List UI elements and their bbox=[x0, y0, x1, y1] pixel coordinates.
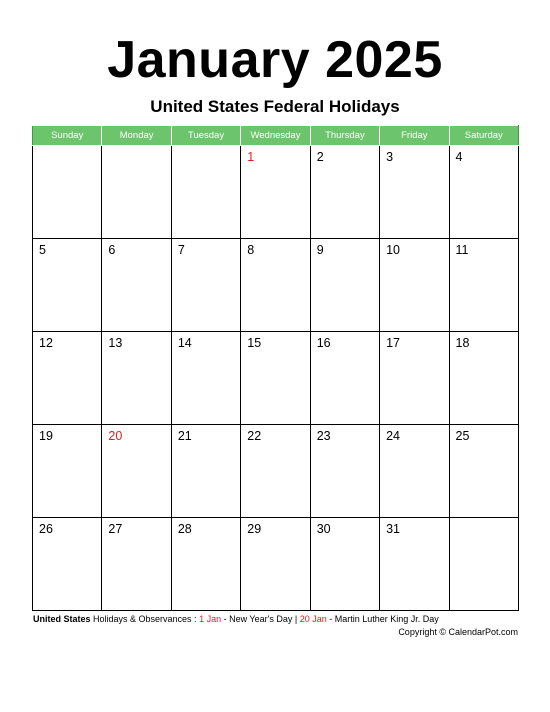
day-number: 23 bbox=[316, 429, 331, 443]
day-cell bbox=[241, 518, 310, 611]
day-cell bbox=[241, 239, 310, 332]
day-number: 3 bbox=[386, 150, 394, 164]
week-row bbox=[33, 332, 519, 425]
day-cell bbox=[380, 146, 449, 239]
weekday-header: Sunday bbox=[33, 126, 102, 146]
weekday-header: Saturday bbox=[449, 126, 518, 146]
day-cell bbox=[310, 146, 379, 239]
legend-holiday-name: - New Year's Day bbox=[221, 614, 293, 624]
day-number: 6 bbox=[108, 243, 116, 257]
day-cell bbox=[102, 332, 171, 425]
week-row bbox=[33, 239, 519, 332]
day-number: 20 bbox=[108, 429, 123, 443]
day-number bbox=[102, 146, 170, 150]
day-number: 11 bbox=[455, 243, 469, 257]
day-cell bbox=[449, 146, 518, 239]
page-subtitle: United States Federal Holidays bbox=[150, 97, 400, 116]
day-number: 7 bbox=[177, 243, 185, 257]
calendar-grid bbox=[32, 125, 519, 611]
day-cell bbox=[171, 239, 240, 332]
day-cell bbox=[171, 332, 240, 425]
day-number: 28 bbox=[177, 522, 192, 536]
day-cell bbox=[33, 425, 102, 518]
day-number: 18 bbox=[455, 336, 470, 350]
weekday-header: Monday bbox=[102, 126, 171, 146]
day-cell bbox=[33, 518, 102, 611]
holiday-legend bbox=[33, 614, 439, 625]
weekday-header: Wednesday bbox=[241, 126, 310, 146]
day-cell bbox=[380, 425, 449, 518]
day-cell bbox=[380, 239, 449, 332]
day-cell bbox=[102, 518, 171, 611]
week-row bbox=[33, 425, 519, 518]
page-title: January 2025 bbox=[107, 31, 443, 89]
weekday-header-row bbox=[33, 126, 519, 146]
legend-label: Holidays & Observances : bbox=[90, 614, 200, 624]
day-number: 19 bbox=[39, 429, 53, 443]
day-number bbox=[450, 518, 518, 522]
day-number: 16 bbox=[316, 336, 331, 350]
day-number: 5 bbox=[39, 243, 46, 257]
day-number: 8 bbox=[247, 243, 255, 257]
week-row bbox=[33, 518, 519, 611]
day-number: 22 bbox=[247, 429, 262, 443]
day-number: 29 bbox=[247, 522, 262, 536]
day-number: 14 bbox=[177, 336, 192, 350]
day-cell bbox=[449, 239, 518, 332]
day-cell bbox=[241, 146, 310, 239]
day-number: 24 bbox=[386, 429, 401, 443]
day-number: 26 bbox=[39, 522, 53, 536]
legend-country: United States bbox=[33, 614, 91, 624]
day-cell bbox=[171, 518, 240, 611]
weekday-header: Friday bbox=[380, 126, 449, 146]
day-cell bbox=[33, 332, 102, 425]
legend-holiday-name: - Martin Luther King Jr. Day bbox=[326, 614, 439, 624]
day-number: 21 bbox=[177, 429, 192, 443]
weekday-header: Tuesday bbox=[171, 126, 240, 146]
day-number: 25 bbox=[455, 429, 470, 443]
day-cell bbox=[241, 425, 310, 518]
day-number: 13 bbox=[108, 336, 123, 350]
day-cell bbox=[380, 332, 449, 425]
day-cell bbox=[171, 425, 240, 518]
day-number: 30 bbox=[316, 522, 331, 536]
day-number: 2 bbox=[316, 150, 324, 164]
copyright-notice: Copyright © CalendarPot.com bbox=[398, 627, 518, 637]
week-row bbox=[33, 146, 519, 239]
day-number: 10 bbox=[386, 243, 401, 257]
day-cell bbox=[449, 518, 518, 611]
day-cell bbox=[102, 239, 171, 332]
day-cell bbox=[310, 332, 379, 425]
day-number: 4 bbox=[455, 150, 463, 164]
day-number: 31 bbox=[386, 522, 401, 536]
day-cell bbox=[33, 239, 102, 332]
day-cell bbox=[310, 239, 379, 332]
legend-holiday-date: 20 Jan bbox=[299, 614, 327, 624]
day-cell bbox=[449, 425, 518, 518]
day-number: 12 bbox=[39, 336, 53, 350]
day-cell bbox=[310, 518, 379, 611]
day-number bbox=[33, 146, 101, 150]
day-cell bbox=[380, 518, 449, 611]
day-number: 15 bbox=[247, 336, 262, 350]
day-cell bbox=[102, 146, 171, 239]
day-number: 27 bbox=[108, 522, 123, 536]
weekday-header: Thursday bbox=[310, 126, 379, 146]
day-cell bbox=[33, 146, 102, 239]
day-number: 9 bbox=[316, 243, 324, 257]
day-cell bbox=[310, 425, 379, 518]
legend-separator: | bbox=[292, 614, 300, 624]
day-cell bbox=[102, 425, 171, 518]
day-cell bbox=[241, 332, 310, 425]
day-number: 17 bbox=[386, 336, 401, 350]
day-number bbox=[172, 146, 240, 150]
day-cell bbox=[171, 146, 240, 239]
day-number: 1 bbox=[247, 150, 255, 164]
legend-holiday-date: 1 Jan bbox=[199, 614, 222, 624]
day-cell bbox=[449, 332, 518, 425]
